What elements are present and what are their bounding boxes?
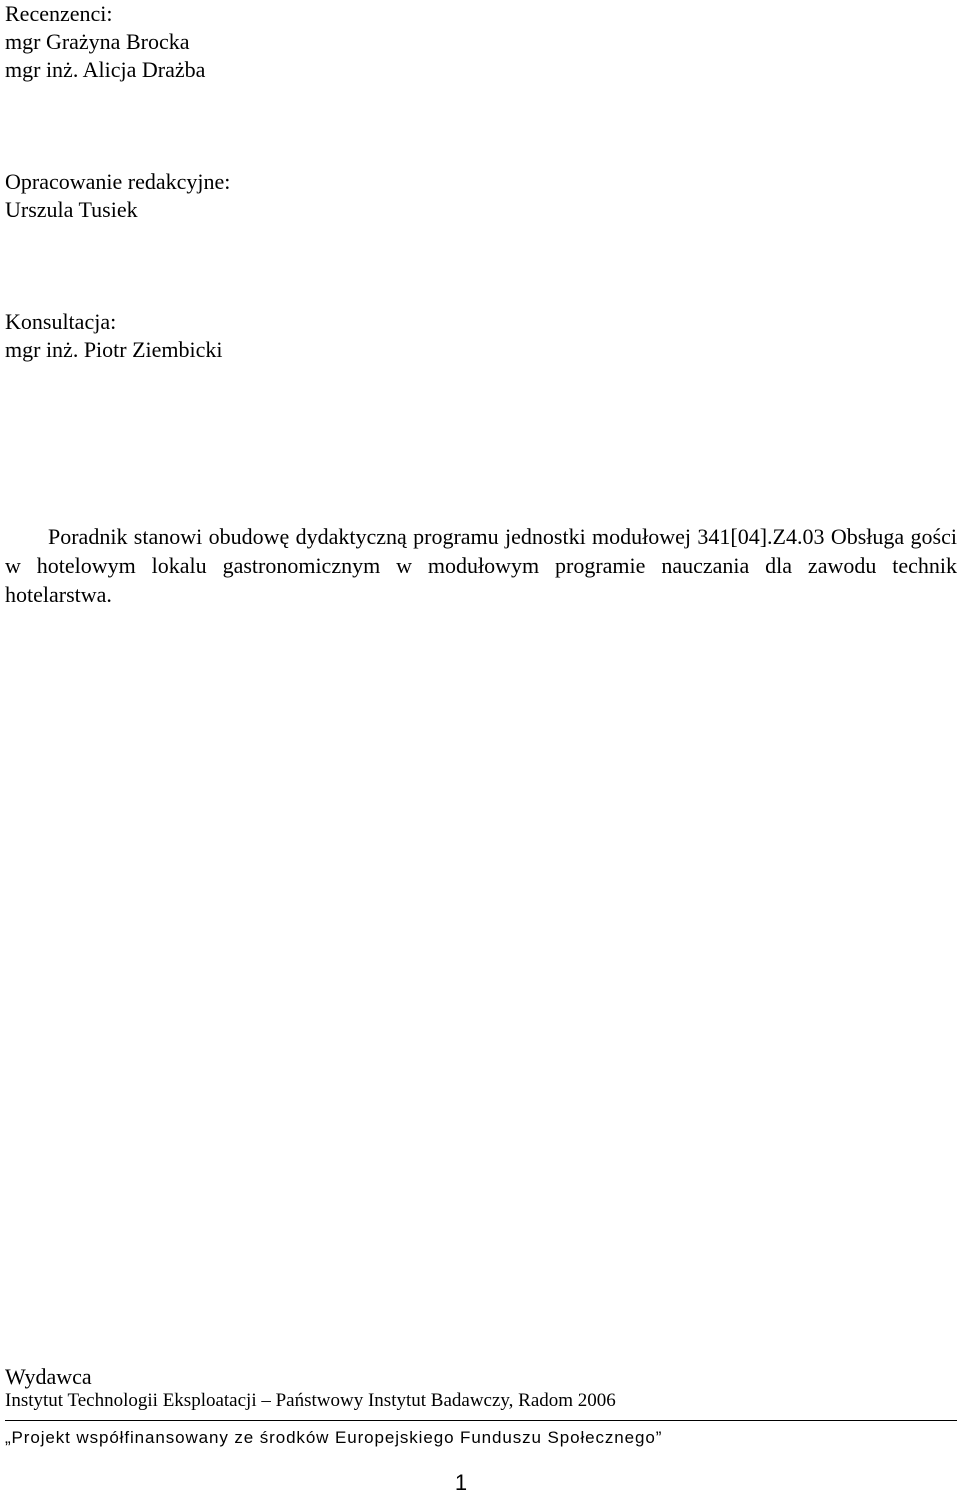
editorial-section (5, 168, 230, 224)
reviewer-name: mgr Grażyna Brocka (5, 29, 190, 54)
reviewers-heading: Recenzenci: (5, 1, 113, 26)
editor-name: Urszula Tusiek (5, 197, 138, 222)
editorial-heading: Opracowanie redakcyjne: (5, 169, 231, 194)
reviewer-name: mgr inż. Alicja Drażba (5, 57, 206, 82)
publisher-label: Wydawca (5, 1364, 92, 1389)
footer-divider (5, 1420, 957, 1421)
consultation-section (5, 308, 223, 364)
project-cofinancing-note: „Projekt współfinansowany ze środków Europejskiego Funduszu Społecznego” (5, 1428, 663, 1447)
page-number: 1 (454, 1470, 468, 1495)
consultant-name: mgr inż. Piotr Ziembicki (5, 337, 223, 362)
consultation-heading: Konsultacja: (5, 309, 117, 334)
publisher-name: Instytut Technologii Eksploatacji – Państwowy Instytut Badawczy, Radom 2006 (5, 1390, 616, 1411)
guide-description: Poradnik stanowi obudowę dydaktyczną programu jednostki modułowej 341[04].Z4.03 Obsługa gości w hotelowym lokalu gastronomicznym w modułowym programie nauczania dla zawodu technik hotelarstwa. (5, 524, 957, 607)
reviewers-section (5, 0, 205, 84)
